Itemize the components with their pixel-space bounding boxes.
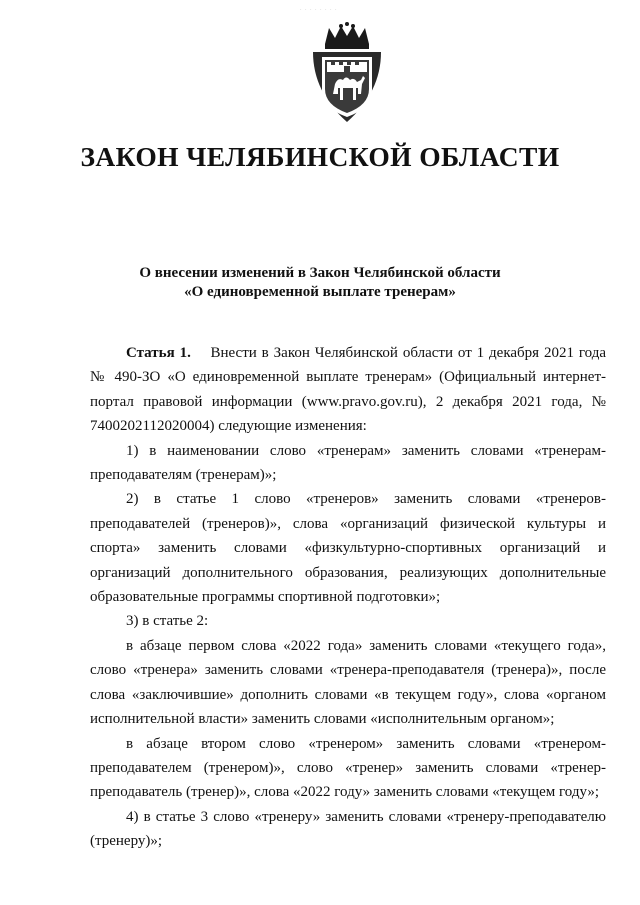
subtitle-line-1: О внесении изменений в Закон Челябинской области (139, 265, 501, 281)
article-intro: Внести в Закон Челябинской области от 1 декабря 2021 года № 490-ЗО «О единовременной выплате тренерам» (Официальный интернет-портал правовой информации (www.pravo.gov.ru), 2 декабря 2021 года, № 7400202112020004) следующие изменения: (90, 345, 607, 435)
scan-artifact: . . . . . . . . (300, 6, 338, 12)
amendment-item-3: 3) в статье 2: (126, 613, 209, 630)
law-body (90, 341, 606, 854)
law-title: ЗАКОН ЧЕЛЯБИНСКОЙ ОБЛАСТИ (80, 141, 560, 172)
article-label: Статья 1. (126, 345, 191, 361)
coat-of-arms-icon (305, 22, 390, 127)
amendment-item-2: 2) в статье 1 слово «тренеров» заменить словами «тренеров-преподавателей (тренеров)», слова «организаций физической культуры и спорта» заменить словами «физкультурно-спортивных организаций и организаций дополнительного образования, реализующих дополнительные образовательные программы спортивной подготовки»; (90, 491, 606, 606)
amendment-item-4: 4) в статье 3 слово «тренеру» заменить словами «тренеру-преподавателю (тренеру)»; (90, 808, 606, 850)
law-subtitle (0, 264, 640, 302)
amendment-item-3-para-2: в абзаце втором слово «тренером» заменить словами «тренером-преподавателем (тренером)», слово «тренер» заменить словами «тренер-преподаватель (тренер)», слова «2022 году» заменить словами «текущем году»; (90, 735, 606, 801)
article-paragraph (90, 341, 606, 439)
subtitle-line-2: «О единовременной выплате тренерам» (184, 284, 456, 300)
amendment-item-3-para-1: в абзаце первом слова «2022 года» заменить словами «текущего года», слово «тренера» заменить словами «тренера-преподавателя (тренера)», после слова «заключившие» дополнить словами «в текущем году», слова «органом исполнительной власти» заменить словами «исполнительным органом»; (90, 637, 606, 728)
amendment-item-1: 1) в наименовании слово «тренерам» заменить словами «тренерам-преподавателям (тренерам)»; (90, 442, 606, 484)
